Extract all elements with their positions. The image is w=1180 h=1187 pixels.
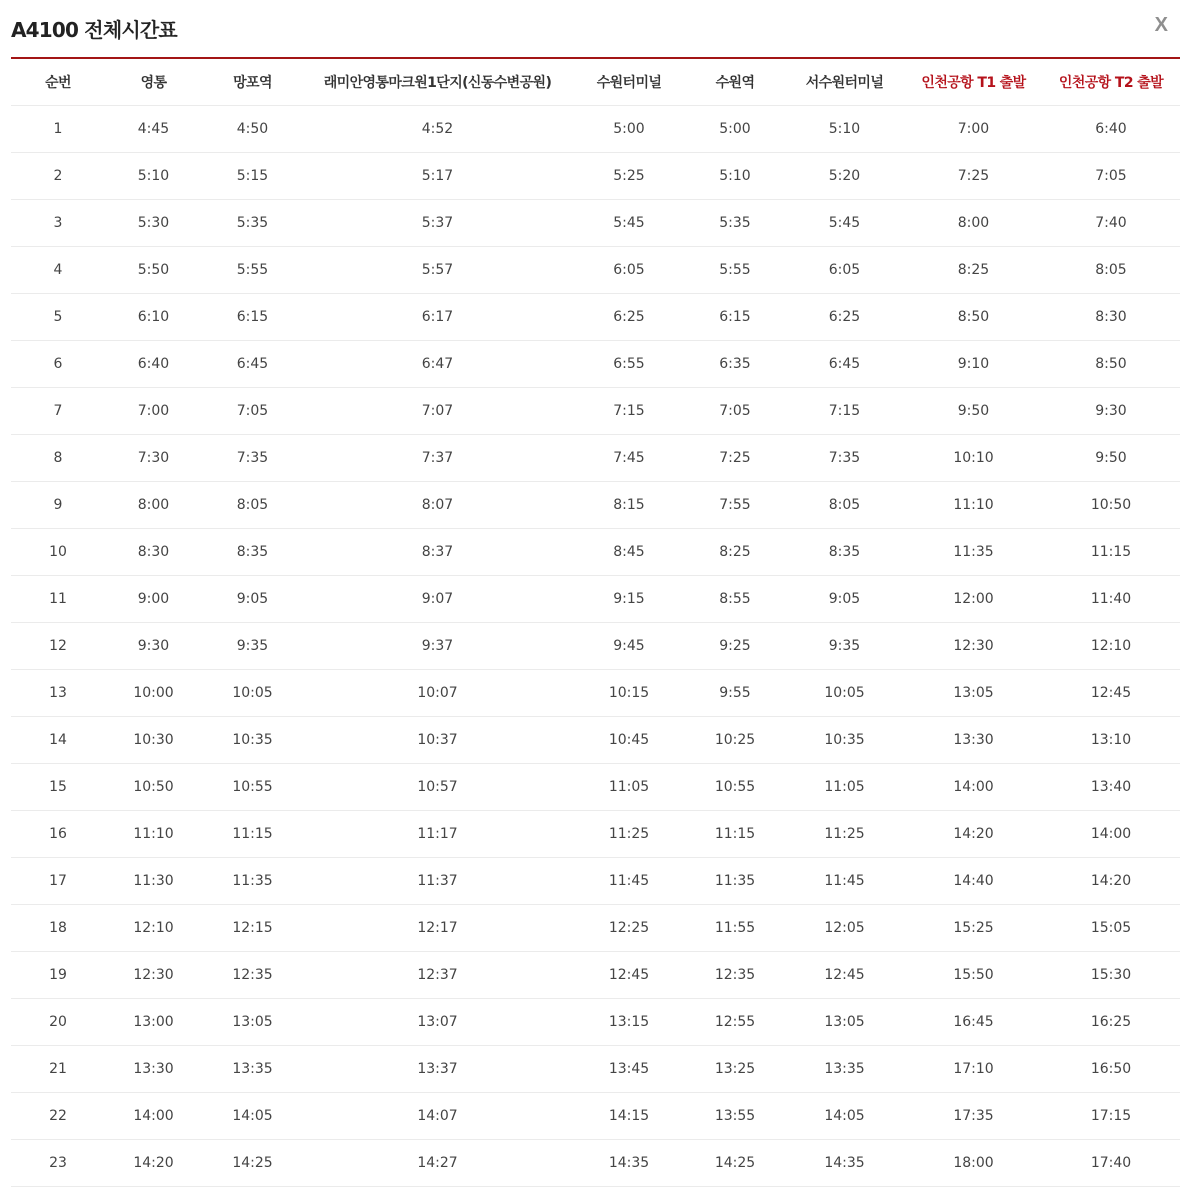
table-row <box>11 952 1180 999</box>
time-cell: 9:07 <box>303 576 572 623</box>
table-row <box>11 294 1180 341</box>
time-cell: 5:15 <box>202 153 303 200</box>
time-cell: 14:25 <box>202 1140 303 1187</box>
time-cell: 14:05 <box>202 1093 303 1140</box>
time-cell: 13:45 <box>572 1046 686 1093</box>
time-cell: 11:55 <box>686 905 784 952</box>
time-cell: 7:00 <box>105 388 202 435</box>
time-cell: 12:10 <box>1042 623 1180 670</box>
time-cell: 7:05 <box>686 388 784 435</box>
time-cell: 6:45 <box>784 341 905 388</box>
table-row <box>11 905 1180 952</box>
column-header-seq: 순번 <box>11 59 105 106</box>
table-row <box>11 717 1180 764</box>
time-cell: 13:35 <box>202 1046 303 1093</box>
time-cell: 11:45 <box>572 858 686 905</box>
row-number-cell: 4 <box>11 247 105 294</box>
time-cell: 9:35 <box>202 623 303 670</box>
time-cell: 10:37 <box>303 717 572 764</box>
time-cell: 6:15 <box>686 294 784 341</box>
time-cell: 10:07 <box>303 670 572 717</box>
row-number-cell: 18 <box>11 905 105 952</box>
time-cell: 14:05 <box>784 1093 905 1140</box>
time-cell: 13:25 <box>686 1046 784 1093</box>
time-cell: 5:10 <box>784 106 905 153</box>
row-number-cell: 5 <box>11 294 105 341</box>
time-cell: 14:20 <box>905 811 1042 858</box>
time-cell: 6:10 <box>105 294 202 341</box>
time-cell: 11:35 <box>686 858 784 905</box>
time-cell: 8:05 <box>1042 247 1180 294</box>
time-cell: 12:17 <box>303 905 572 952</box>
table-row <box>11 200 1180 247</box>
row-number-cell: 8 <box>11 435 105 482</box>
time-cell: 14:35 <box>784 1140 905 1187</box>
time-cell: 8:30 <box>105 529 202 576</box>
time-cell: 11:10 <box>105 811 202 858</box>
time-cell: 8:50 <box>1042 341 1180 388</box>
time-cell: 12:00 <box>905 576 1042 623</box>
row-number-cell: 20 <box>11 999 105 1046</box>
time-cell: 5:00 <box>686 106 784 153</box>
table-row <box>11 999 1180 1046</box>
time-cell: 7:07 <box>303 388 572 435</box>
time-cell: 8:35 <box>784 529 905 576</box>
time-cell: 11:25 <box>784 811 905 858</box>
time-cell: 17:35 <box>905 1093 1042 1140</box>
row-number-cell: 21 <box>11 1046 105 1093</box>
time-cell: 11:10 <box>905 482 1042 529</box>
time-cell: 5:50 <box>105 247 202 294</box>
time-cell: 12:37 <box>303 952 572 999</box>
time-cell: 12:35 <box>202 952 303 999</box>
time-cell: 13:40 <box>1042 764 1180 811</box>
table-row <box>11 1140 1180 1187</box>
row-number-cell: 10 <box>11 529 105 576</box>
time-cell: 5:55 <box>202 247 303 294</box>
time-cell: 16:45 <box>905 999 1042 1046</box>
time-cell: 10:25 <box>686 717 784 764</box>
table-row <box>11 247 1180 294</box>
time-cell: 13:05 <box>905 670 1042 717</box>
time-cell: 10:57 <box>303 764 572 811</box>
time-cell: 9:10 <box>905 341 1042 388</box>
time-cell: 9:05 <box>202 576 303 623</box>
time-cell: 12:55 <box>686 999 784 1046</box>
page-title: A4100 전체시간표 <box>11 18 177 42</box>
table-row <box>11 388 1180 435</box>
time-cell: 14:07 <box>303 1093 572 1140</box>
time-cell: 7:05 <box>202 388 303 435</box>
time-cell: 7:45 <box>572 435 686 482</box>
time-cell: 9:45 <box>572 623 686 670</box>
time-cell: 4:52 <box>303 106 572 153</box>
time-cell: 4:50 <box>202 106 303 153</box>
column-header-airport-t2: 인천공항 T2 출발 <box>1042 59 1180 106</box>
time-cell: 6:17 <box>303 294 572 341</box>
time-cell: 6:15 <box>202 294 303 341</box>
time-cell: 13:15 <box>572 999 686 1046</box>
table-row <box>11 576 1180 623</box>
timetable-container <box>11 57 1180 1187</box>
time-cell: 9:25 <box>686 623 784 670</box>
time-cell: 7:25 <box>905 153 1042 200</box>
row-number-cell: 12 <box>11 623 105 670</box>
row-number-cell: 1 <box>11 106 105 153</box>
column-header-suwon-station: 수원역 <box>686 59 784 106</box>
time-cell: 6:35 <box>686 341 784 388</box>
time-cell: 14:40 <box>905 858 1042 905</box>
row-number-cell: 17 <box>11 858 105 905</box>
time-cell: 9:00 <box>105 576 202 623</box>
time-cell: 11:40 <box>1042 576 1180 623</box>
time-cell: 18:00 <box>905 1140 1042 1187</box>
time-cell: 12:10 <box>105 905 202 952</box>
time-cell: 9:30 <box>1042 388 1180 435</box>
time-cell: 10:05 <box>202 670 303 717</box>
time-cell: 10:55 <box>686 764 784 811</box>
time-cell: 11:45 <box>784 858 905 905</box>
time-cell: 5:37 <box>303 200 572 247</box>
time-cell: 10:45 <box>572 717 686 764</box>
time-cell: 7:37 <box>303 435 572 482</box>
time-cell: 12:30 <box>105 952 202 999</box>
time-cell: 7:15 <box>572 388 686 435</box>
time-cell: 8:35 <box>202 529 303 576</box>
time-cell: 5:45 <box>572 200 686 247</box>
row-number-cell: 3 <box>11 200 105 247</box>
column-header-airport-t1: 인천공항 T1 출발 <box>905 59 1042 106</box>
row-number-cell: 14 <box>11 717 105 764</box>
time-cell: 15:05 <box>1042 905 1180 952</box>
time-cell: 10:05 <box>784 670 905 717</box>
table-row <box>11 341 1180 388</box>
time-cell: 11:05 <box>572 764 686 811</box>
row-number-cell: 16 <box>11 811 105 858</box>
time-cell: 6:47 <box>303 341 572 388</box>
row-number-cell: 22 <box>11 1093 105 1140</box>
time-cell: 5:57 <box>303 247 572 294</box>
time-cell: 7:55 <box>686 482 784 529</box>
table-row <box>11 106 1180 153</box>
table-row <box>11 1046 1180 1093</box>
modal-header <box>0 0 1180 57</box>
table-row <box>11 1093 1180 1140</box>
time-cell: 9:50 <box>905 388 1042 435</box>
time-cell: 13:05 <box>784 999 905 1046</box>
time-cell: 8:00 <box>105 482 202 529</box>
time-cell: 9:37 <box>303 623 572 670</box>
time-cell: 5:20 <box>784 153 905 200</box>
time-cell: 13:30 <box>905 717 1042 764</box>
time-cell: 8:50 <box>905 294 1042 341</box>
time-cell: 10:35 <box>784 717 905 764</box>
time-cell: 9:05 <box>784 576 905 623</box>
table-row <box>11 153 1180 200</box>
time-cell: 5:45 <box>784 200 905 247</box>
row-number-cell: 6 <box>11 341 105 388</box>
time-cell: 17:40 <box>1042 1140 1180 1187</box>
time-cell: 5:10 <box>105 153 202 200</box>
time-cell: 16:50 <box>1042 1046 1180 1093</box>
time-cell: 12:45 <box>572 952 686 999</box>
row-number-cell: 9 <box>11 482 105 529</box>
time-cell: 14:27 <box>303 1140 572 1187</box>
column-header-suwon-terminal: 수원터미널 <box>572 59 686 106</box>
time-cell: 13:10 <box>1042 717 1180 764</box>
row-number-cell: 19 <box>11 952 105 999</box>
time-cell: 13:05 <box>202 999 303 1046</box>
time-cell: 14:00 <box>105 1093 202 1140</box>
table-row <box>11 482 1180 529</box>
time-cell: 6:40 <box>1042 106 1180 153</box>
time-cell: 5:35 <box>686 200 784 247</box>
row-number-cell: 15 <box>11 764 105 811</box>
time-cell: 6:45 <box>202 341 303 388</box>
column-header-mangpo: 망포역 <box>202 59 303 106</box>
time-cell: 8:45 <box>572 529 686 576</box>
time-cell: 8:00 <box>905 200 1042 247</box>
time-cell: 9:55 <box>686 670 784 717</box>
time-cell: 12:30 <box>905 623 1042 670</box>
time-cell: 11:15 <box>202 811 303 858</box>
time-cell: 14:00 <box>1042 811 1180 858</box>
time-cell: 10:15 <box>572 670 686 717</box>
time-cell: 13:07 <box>303 999 572 1046</box>
time-cell: 12:05 <box>784 905 905 952</box>
time-cell: 10:30 <box>105 717 202 764</box>
time-cell: 9:15 <box>572 576 686 623</box>
time-cell: 8:05 <box>784 482 905 529</box>
time-cell: 5:00 <box>572 106 686 153</box>
time-cell: 8:30 <box>1042 294 1180 341</box>
time-cell: 7:15 <box>784 388 905 435</box>
time-cell: 13:37 <box>303 1046 572 1093</box>
time-cell: 6:55 <box>572 341 686 388</box>
time-cell: 15:30 <box>1042 952 1180 999</box>
time-cell: 12:45 <box>1042 670 1180 717</box>
time-cell: 5:25 <box>572 153 686 200</box>
close-button[interactable]: X <box>1154 14 1168 36</box>
table-row <box>11 811 1180 858</box>
time-cell: 9:50 <box>1042 435 1180 482</box>
time-cell: 5:17 <box>303 153 572 200</box>
table-row <box>11 858 1180 905</box>
time-cell: 12:15 <box>202 905 303 952</box>
time-cell: 12:45 <box>784 952 905 999</box>
time-cell: 8:25 <box>905 247 1042 294</box>
time-cell: 7:00 <box>905 106 1042 153</box>
time-cell: 11:37 <box>303 858 572 905</box>
time-cell: 7:35 <box>784 435 905 482</box>
row-number-cell: 2 <box>11 153 105 200</box>
time-cell: 14:35 <box>572 1140 686 1187</box>
time-cell: 11:17 <box>303 811 572 858</box>
time-cell: 17:10 <box>905 1046 1042 1093</box>
time-cell: 5:55 <box>686 247 784 294</box>
time-cell: 8:37 <box>303 529 572 576</box>
time-cell: 7:05 <box>1042 153 1180 200</box>
time-cell: 9:35 <box>784 623 905 670</box>
table-row <box>11 529 1180 576</box>
time-cell: 8:05 <box>202 482 303 529</box>
time-cell: 11:30 <box>105 858 202 905</box>
time-cell: 12:25 <box>572 905 686 952</box>
time-cell: 10:35 <box>202 717 303 764</box>
time-cell: 7:30 <box>105 435 202 482</box>
time-cell: 14:15 <box>572 1093 686 1140</box>
time-cell: 10:00 <box>105 670 202 717</box>
time-cell: 9:30 <box>105 623 202 670</box>
column-header-raemian: 래미안영통마크원1단지(신동수변공원) <box>303 59 572 106</box>
table-header-row <box>11 59 1180 106</box>
time-cell: 14:20 <box>105 1140 202 1187</box>
time-cell: 8:25 <box>686 529 784 576</box>
time-cell: 13:55 <box>686 1093 784 1140</box>
column-header-seosuwon-terminal: 서수원터미널 <box>784 59 905 106</box>
row-number-cell: 13 <box>11 670 105 717</box>
time-cell: 13:00 <box>105 999 202 1046</box>
time-cell: 15:25 <box>905 905 1042 952</box>
time-cell: 8:15 <box>572 482 686 529</box>
time-cell: 14:00 <box>905 764 1042 811</box>
table-row <box>11 764 1180 811</box>
time-cell: 11:05 <box>784 764 905 811</box>
time-cell: 6:25 <box>784 294 905 341</box>
time-cell: 5:35 <box>202 200 303 247</box>
time-cell: 12:35 <box>686 952 784 999</box>
time-cell: 10:55 <box>202 764 303 811</box>
table-row <box>11 623 1180 670</box>
time-cell: 6:05 <box>572 247 686 294</box>
time-cell: 6:25 <box>572 294 686 341</box>
time-cell: 14:20 <box>1042 858 1180 905</box>
time-cell: 4:45 <box>105 106 202 153</box>
column-header-yeongtong: 영통 <box>105 59 202 106</box>
time-cell: 10:50 <box>105 764 202 811</box>
time-cell: 13:30 <box>105 1046 202 1093</box>
time-cell: 5:10 <box>686 153 784 200</box>
time-cell: 11:15 <box>1042 529 1180 576</box>
time-cell: 11:35 <box>202 858 303 905</box>
time-cell: 17:15 <box>1042 1093 1180 1140</box>
table-body <box>11 106 1180 1187</box>
time-cell: 13:35 <box>784 1046 905 1093</box>
time-cell: 8:55 <box>686 576 784 623</box>
time-cell: 14:25 <box>686 1140 784 1187</box>
time-cell: 11:25 <box>572 811 686 858</box>
time-cell: 7:35 <box>202 435 303 482</box>
table-row <box>11 670 1180 717</box>
time-cell: 8:07 <box>303 482 572 529</box>
time-cell: 15:50 <box>905 952 1042 999</box>
time-cell: 16:25 <box>1042 999 1180 1046</box>
time-cell: 5:30 <box>105 200 202 247</box>
timetable <box>11 59 1180 1187</box>
time-cell: 7:40 <box>1042 200 1180 247</box>
time-cell: 11:35 <box>905 529 1042 576</box>
time-cell: 6:40 <box>105 341 202 388</box>
time-cell: 10:50 <box>1042 482 1180 529</box>
time-cell: 10:10 <box>905 435 1042 482</box>
table-row <box>11 435 1180 482</box>
row-number-cell: 7 <box>11 388 105 435</box>
time-cell: 7:25 <box>686 435 784 482</box>
time-cell: 11:15 <box>686 811 784 858</box>
row-number-cell: 23 <box>11 1140 105 1187</box>
time-cell: 6:05 <box>784 247 905 294</box>
row-number-cell: 11 <box>11 576 105 623</box>
